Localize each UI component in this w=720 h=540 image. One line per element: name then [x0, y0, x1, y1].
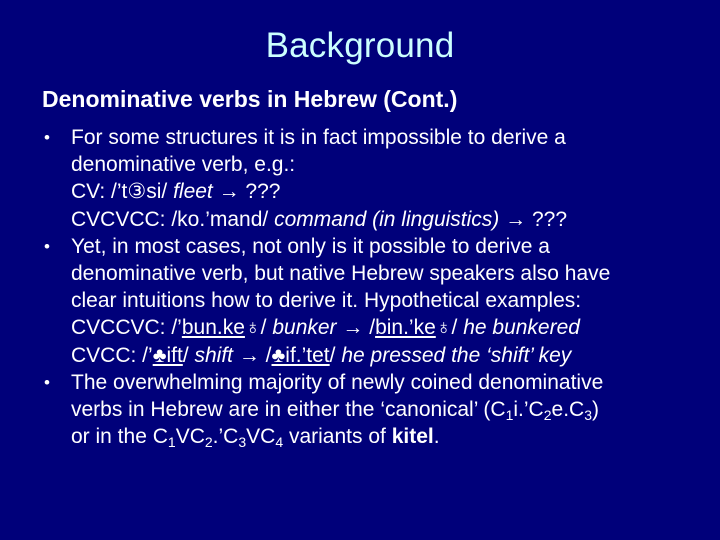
shift-verb-root: ♣if.’tet: [271, 343, 330, 367]
bullet-icon: •: [44, 128, 50, 147]
bullet2-line5: [71, 342, 712, 369]
subscript: 3: [238, 434, 247, 451]
slide-subtitle: Denominative verbs in Hebrew (Cont.): [42, 86, 458, 112]
gloss-bunker: bunker: [272, 316, 337, 340]
kitel-term: kitel: [391, 425, 434, 449]
bullet-icon: •: [44, 236, 50, 256]
cv-result: → ???: [212, 180, 281, 204]
cvcvcc-transcription: CVCVCC: /ko.’mand/: [71, 207, 275, 231]
subscript: 2: [543, 407, 552, 424]
slide-body: [42, 124, 712, 450]
subscript: 3: [584, 407, 593, 424]
bunkered-ending: ♁/: [435, 316, 464, 340]
bullet2-line2: denominative verb, but native Hebrew speakers also have: [71, 262, 611, 286]
bullet2-line3: clear intuitions how to derive it. Hypothetical examples:: [71, 289, 582, 313]
cvccvc-label: CVCCVC: /’: [71, 316, 182, 340]
gloss-fleet: fleet: [173, 180, 213, 204]
bunker-ending: ♁/: [244, 316, 273, 340]
bullet3-line1: The overwhelming majority of newly coined denominative: [71, 370, 604, 394]
template-part: i.’C: [513, 398, 544, 422]
template-part: VC: [175, 425, 205, 449]
bullet-item-impossible: [42, 124, 712, 233]
subscript: 1: [505, 407, 514, 424]
gloss-command: command (in linguistics): [274, 207, 500, 231]
period: .: [433, 425, 440, 449]
subscript: 4: [275, 434, 284, 451]
gloss-shift: shift: [194, 343, 233, 367]
slide-title: Background: [265, 26, 455, 65]
bullet-icon: •: [44, 372, 50, 392]
cv-transcription: CV: /’t③si/: [71, 180, 174, 204]
bullet1-line4: [71, 206, 712, 233]
shift-slash: /: [182, 343, 195, 367]
variants-text: or in the C: [71, 425, 168, 449]
bullet2-line4: [71, 314, 712, 341]
bullet-item-possible: [42, 233, 712, 369]
bullet1-line2: denominative verb, e.g.:: [71, 153, 296, 177]
arrow: → /: [336, 316, 376, 340]
bullet-item-majority: [42, 369, 712, 451]
bunker-root: bun.ke: [181, 316, 245, 340]
template-part: e.C: [551, 398, 585, 422]
subscript: 2: [204, 434, 213, 451]
shift-root: ♣ift: [152, 343, 183, 367]
template-part: VC: [246, 425, 276, 449]
arrow: → /: [233, 343, 272, 367]
bullet1-line3: [71, 178, 712, 205]
gloss-he-bunkered: he bunkered: [463, 316, 580, 340]
template-part: .’C: [212, 425, 239, 449]
cvcvcc-result: → ???: [499, 207, 568, 231]
bullet3-line2: [71, 396, 712, 423]
subscript: 1: [167, 434, 176, 451]
bullet2-line1: Yet, in most cases, not only is it possible to derive a: [71, 234, 550, 258]
cvcc-label: CVCC: /’: [71, 343, 153, 367]
gloss-pressed-shift: he pressed the ‘shift’ key: [341, 343, 572, 367]
template-close: ): [592, 398, 600, 422]
bullet3-line3: [71, 423, 712, 450]
bunkered-root: bin.’ke: [375, 316, 436, 340]
bullet1-line1: For some structures it is in fact impossible to derive a: [71, 126, 566, 149]
canonical-text: verbs in Hebrew are in either the ‘canonical’ (C: [71, 398, 506, 422]
variants-of-text: variants of: [283, 425, 392, 449]
shift-verb-slash: /: [329, 343, 342, 367]
